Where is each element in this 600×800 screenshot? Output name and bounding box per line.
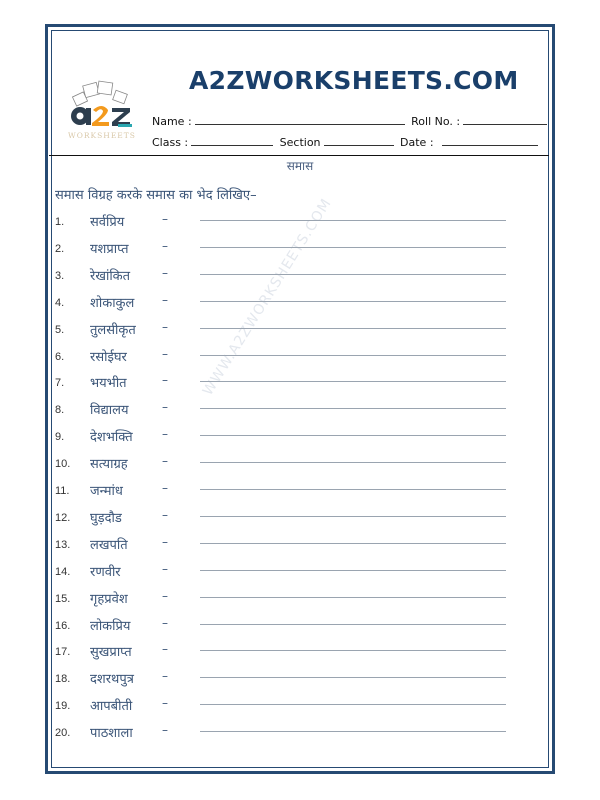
list-item (55, 562, 515, 582)
logo-icon (62, 80, 142, 142)
item-dash: – (162, 615, 168, 630)
answer-line[interactable] (200, 247, 506, 248)
item-word: दशरथपुत्र (90, 672, 134, 688)
class-field[interactable] (191, 135, 273, 146)
answer-line[interactable] (200, 624, 506, 625)
item-number: 10. (55, 458, 71, 471)
list-item (55, 589, 515, 609)
item-word: भयभीत (90, 376, 127, 392)
item-number: 18. (55, 673, 71, 686)
item-word: लोकप्रिय (90, 618, 131, 634)
topic-heading: समास (286, 159, 314, 173)
answer-line[interactable] (200, 704, 506, 705)
roll-label: Roll No. : (411, 115, 461, 128)
answer-line[interactable] (200, 650, 506, 651)
item-number: 17. (55, 646, 71, 659)
list-item (55, 616, 515, 636)
item-number: 14. (55, 565, 71, 578)
item-word: सुखप्राप्त (90, 645, 132, 661)
item-word: देशभक्ति (90, 430, 133, 446)
answer-line[interactable] (200, 543, 506, 544)
list-item (55, 723, 515, 743)
item-number: 8. (55, 404, 65, 417)
answer-line[interactable] (200, 355, 506, 356)
item-number: 12. (55, 511, 71, 524)
svg-text:WORKSHEETS: WORKSHEETS (68, 131, 136, 140)
list-item (55, 347, 515, 367)
item-dash: – (162, 400, 168, 415)
list-item (55, 239, 515, 259)
answer-line[interactable] (200, 516, 506, 517)
answer-line[interactable] (200, 462, 506, 463)
answer-line[interactable] (200, 301, 506, 302)
item-dash: – (162, 642, 168, 657)
item-word: रसोईघर (90, 349, 127, 365)
list-item (55, 266, 515, 286)
item-number: 15. (55, 592, 71, 605)
item-word: पाठशाला (90, 726, 133, 742)
item-number: 2. (55, 242, 65, 255)
item-word: रणवीर (90, 564, 121, 580)
item-dash: – (162, 481, 168, 495)
answer-line[interactable] (200, 328, 506, 329)
a2z-logo (62, 80, 142, 142)
item-dash: – (162, 427, 168, 442)
item-word: जन्मांध (90, 484, 123, 499)
answer-line[interactable] (200, 570, 506, 571)
item-number: 16. (55, 619, 71, 632)
item-number: 4. (55, 296, 65, 309)
item-number: 1. (55, 216, 65, 228)
list-item (55, 508, 515, 528)
section-field[interactable] (324, 135, 394, 146)
answer-line[interactable] (200, 597, 506, 598)
date-field[interactable] (442, 135, 538, 146)
name-label: Name : (152, 115, 192, 128)
item-number: 13. (55, 538, 71, 551)
list-item (55, 373, 515, 393)
list-item (55, 696, 515, 716)
instruction-text: समास विग्रह करके समास का भेद लिखिए– (55, 188, 257, 203)
class-label: Class : (152, 136, 189, 149)
list-item (55, 669, 515, 689)
answer-line[interactable] (200, 489, 506, 490)
list-item (55, 427, 515, 447)
item-dash: – (162, 292, 168, 307)
name-roll-row (152, 114, 550, 128)
item-dash: – (162, 346, 168, 361)
list-item (55, 400, 515, 420)
answer-line[interactable] (200, 731, 506, 732)
item-dash: – (162, 561, 168, 576)
item-number: 19. (55, 700, 71, 713)
item-word: तुलसीकृत (90, 322, 136, 338)
list-item (55, 293, 515, 313)
item-number: 20. (55, 727, 71, 740)
item-word: यशप्राप्त (90, 241, 129, 257)
date-label: Date : (400, 136, 434, 149)
item-dash: – (162, 373, 168, 388)
list-item (55, 320, 515, 340)
list-item (55, 481, 515, 501)
roll-field[interactable] (463, 114, 547, 125)
item-word: विद्यालय (90, 403, 129, 419)
list-item (55, 535, 515, 555)
item-dash: – (162, 265, 168, 280)
answer-line[interactable] (200, 381, 506, 382)
header-separator (49, 155, 549, 156)
item-word: रेखांकित (90, 268, 131, 284)
item-dash: – (162, 212, 168, 226)
list-item (55, 642, 515, 662)
name-field[interactable] (195, 114, 405, 125)
item-word: शोकाकुल (90, 295, 135, 311)
item-number: 7. (55, 377, 65, 390)
item-dash: – (162, 669, 168, 684)
item-number: 6. (55, 350, 65, 363)
item-word: सत्याग्रह (90, 457, 128, 473)
item-dash: – (162, 534, 168, 549)
section-label: Section (279, 136, 321, 149)
item-word: आपबीती (90, 699, 133, 715)
item-number: 5. (55, 323, 65, 336)
watermark: WWW.A2ZWORKSHEETS.COM (200, 195, 335, 399)
class-section-date-row (152, 135, 541, 149)
answer-line[interactable] (200, 677, 506, 678)
list-item (55, 212, 515, 232)
item-number: 3. (55, 269, 65, 282)
item-number: 9. (55, 431, 65, 444)
item-dash: – (162, 454, 168, 469)
answer-line[interactable] (200, 408, 506, 409)
item-dash: – (162, 319, 168, 334)
site-title: A2ZWORKSHEETS.COM (189, 66, 519, 95)
answer-line[interactable] (200, 274, 506, 275)
answer-line[interactable] (200, 220, 506, 221)
item-dash: – (162, 588, 168, 603)
item-word: सर्वप्रिय (90, 215, 125, 230)
item-word: घुड़दौड (90, 510, 122, 526)
answer-line[interactable] (200, 435, 506, 436)
item-dash: – (162, 696, 168, 711)
list-item (55, 454, 515, 474)
item-word: लखपति (90, 537, 128, 553)
item-number: 11. (55, 485, 70, 497)
item-dash: – (162, 723, 168, 738)
item-word: गृहप्रवेश (90, 591, 128, 607)
item-dash: – (162, 507, 168, 522)
item-dash: – (162, 238, 168, 253)
